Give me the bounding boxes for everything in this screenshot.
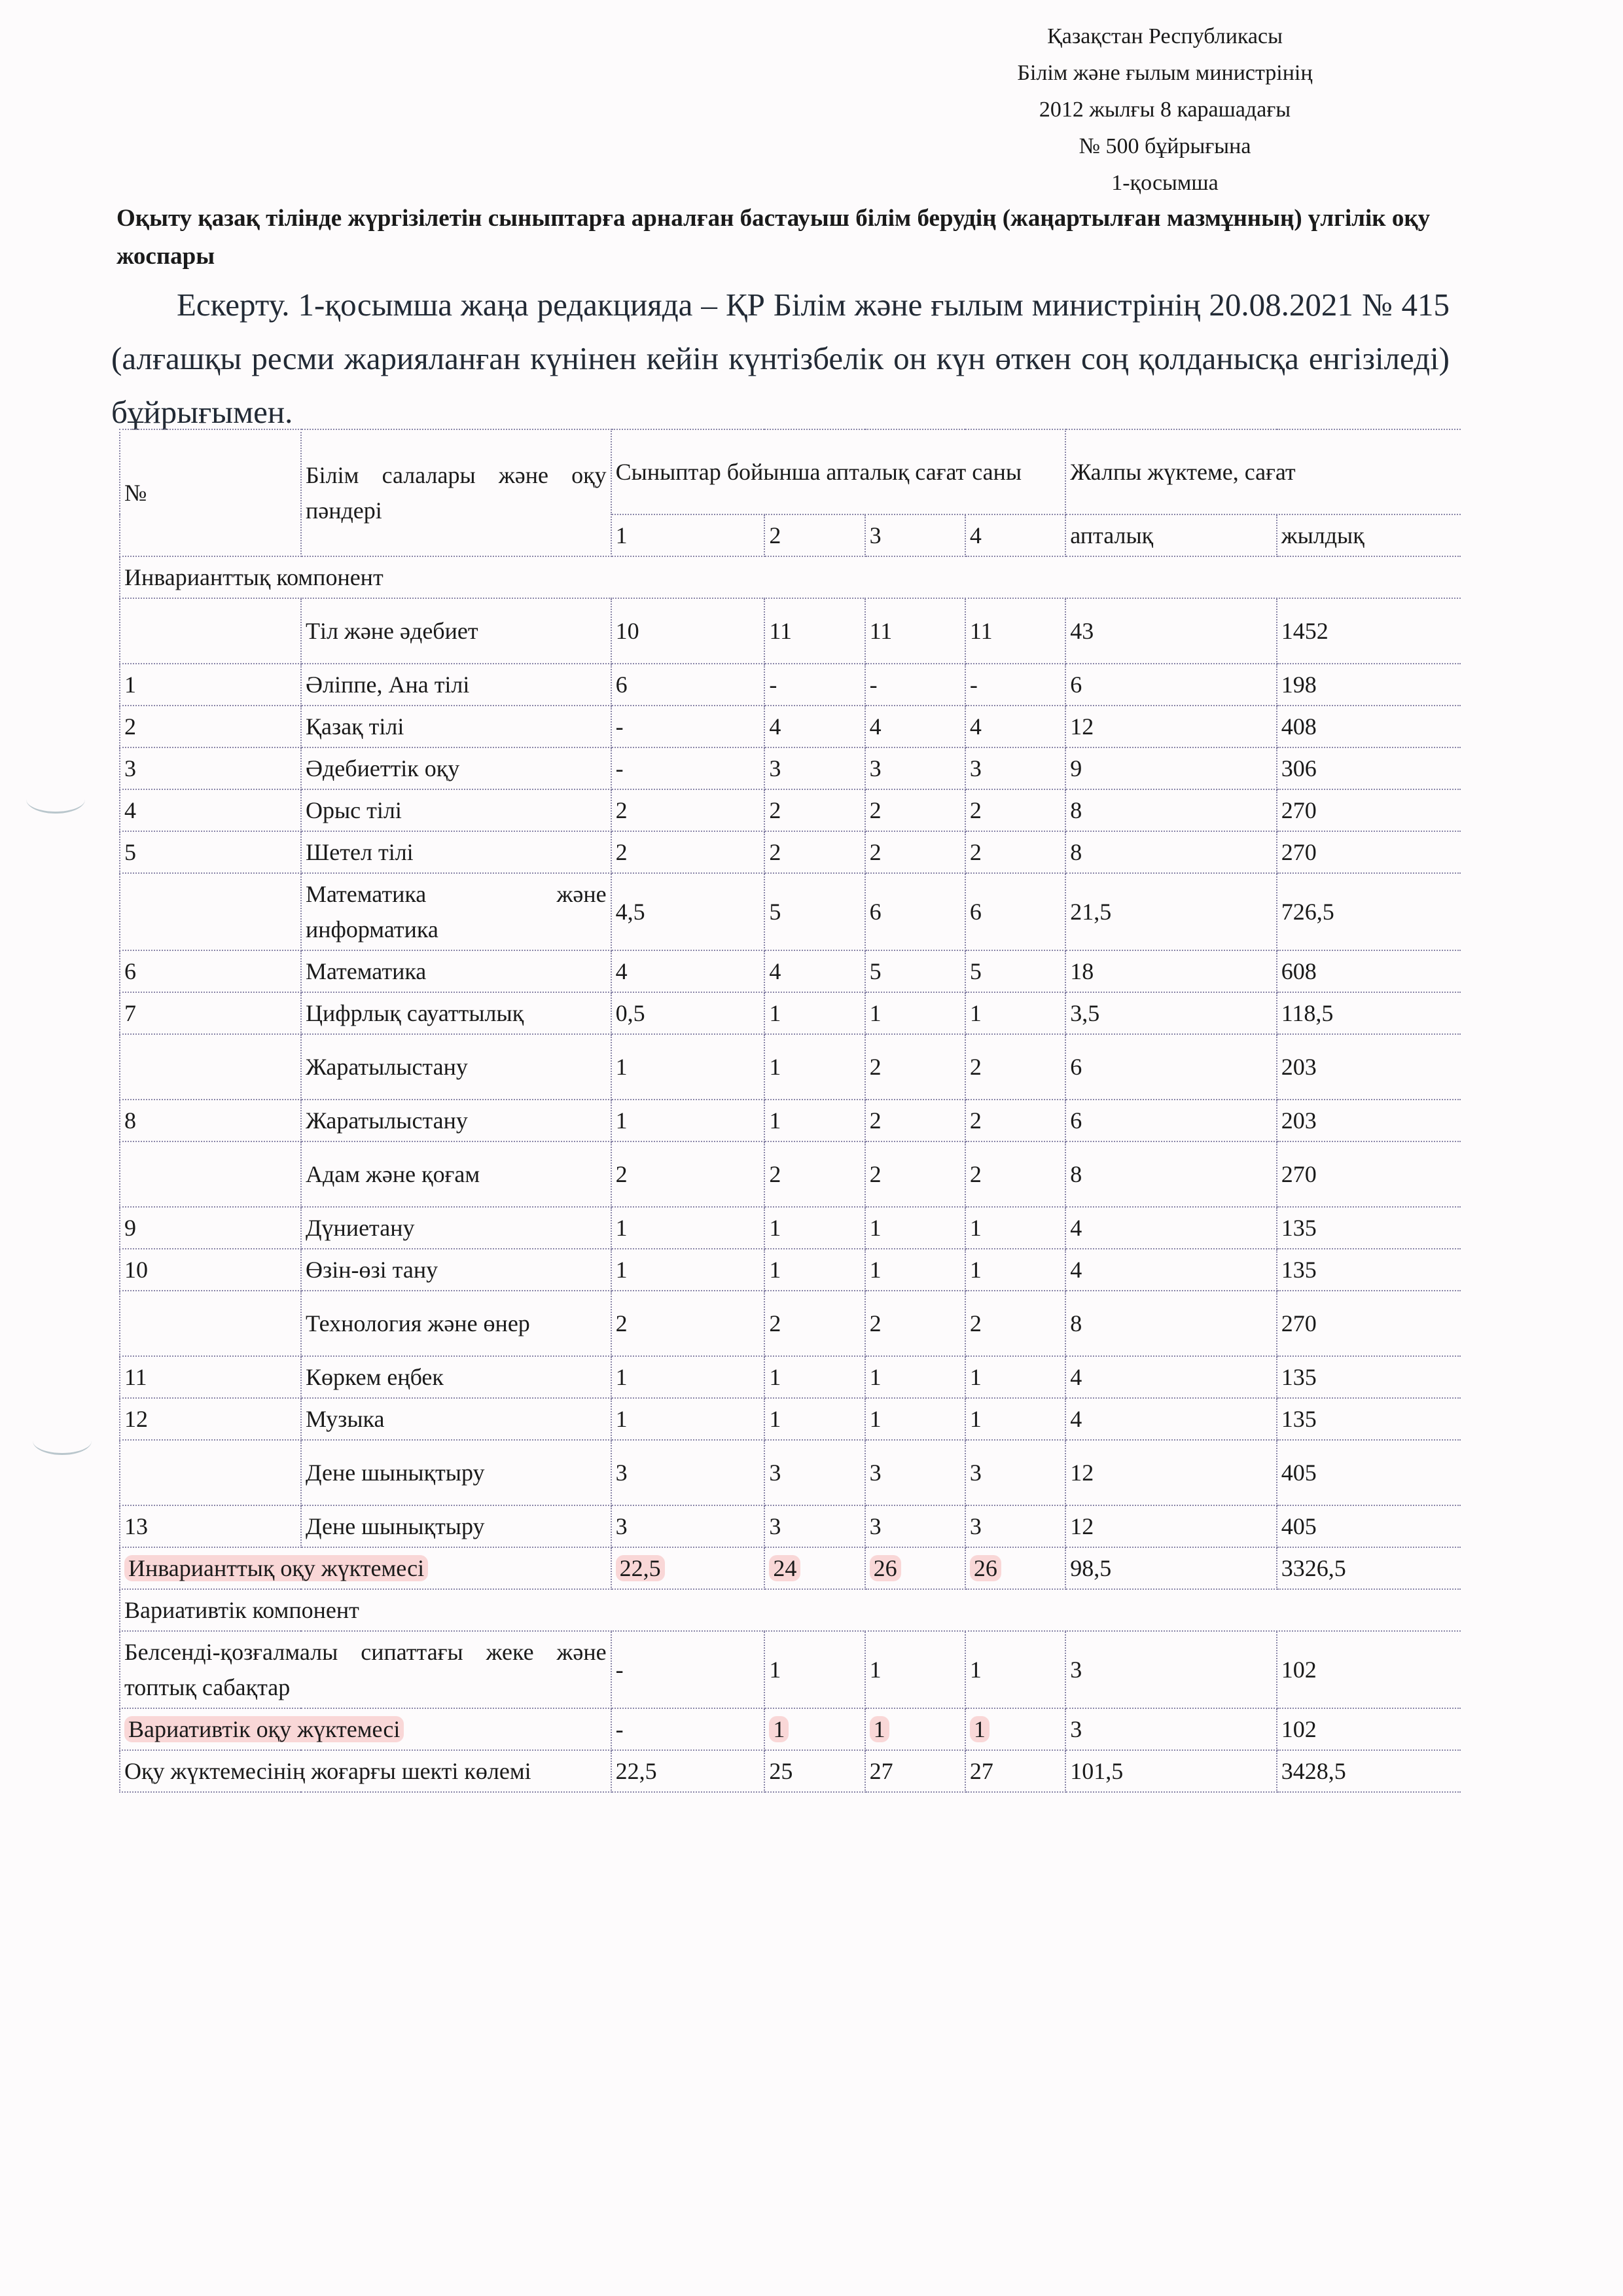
cell-yearly: 608 [1277,950,1461,992]
subject-area-row [120,1440,1461,1505]
cell-subject: Жаратылыстану [301,1034,611,1100]
cell-g2: 1 [764,1249,865,1291]
cell-g1: 1 [611,1207,765,1249]
subject-area-row [120,1034,1461,1100]
cell-subject: Математика және информатика [301,873,611,950]
max-total-row [120,1750,1461,1792]
cell-weekly: 4 [1065,1398,1276,1440]
punch-hole-icon [33,1427,92,1455]
cell-g1: 3 [611,1505,765,1547]
cell-g1: 1 [611,1034,765,1100]
cell-g1: 1 [611,1100,765,1141]
cell-g2: 1 [764,1034,865,1100]
subject-row [120,992,1461,1034]
cell-g3: 4 [865,706,965,747]
cell-g1: 1 [611,1356,765,1398]
cell-g3: 2 [865,1141,965,1207]
section-row-invariant [120,556,1461,598]
header-line: 2012 жылғы 8 карашадағы [1039,98,1291,122]
cell-g3: 2 [865,1291,965,1356]
subject-row [120,1356,1461,1398]
cell-weekly: 21,5 [1065,873,1276,950]
cell-g4: 1 [965,1631,1065,1708]
cell-g1: 2 [611,831,765,873]
header-block [982,18,1348,202]
note-text: Ескерту. 1-қосымша жаңа редакцияда – ҚР Білім және ғылым министрінің 20.08.2021 № 415 (алғашқы ресми жарияланған күнінен кейін күнтізбелік он күн өткен соң қолданысқа енгізіледі) бұйрығымен. [111,287,1450,430]
cell-g4: 4 [965,706,1065,747]
header-line: № 500 бұйрығына [1079,134,1251,158]
header-subject: Білім салалары және оқу пәндері [301,429,611,556]
cell-weekly: 6 [1065,1034,1276,1100]
cell-g4: 5 [965,950,1065,992]
cell-g1: 6 [611,664,765,706]
cell-g4: 1 [965,992,1065,1034]
cell-g3: 1 [865,1207,965,1249]
cell-weekly: 4 [1065,1207,1276,1249]
cell-g3: 2 [865,1034,965,1100]
cell-yearly: 102 [1277,1631,1461,1708]
cell-subject: Дене шынықтыру [301,1505,611,1547]
cell-g2: 1 [764,1356,865,1398]
cell-subject: Цифрлық сауаттылық [301,992,611,1034]
subject-row [120,1207,1461,1249]
cell-g2: 1 [764,992,865,1034]
cell-subject: Тіл және әдебиет [301,598,611,664]
cell-weekly: 12 [1065,706,1276,747]
cell-g3: 1 [865,1398,965,1440]
subject-area-row [120,1141,1461,1207]
header-grade-1: 1 [611,514,765,556]
cell-weekly: 8 [1065,831,1276,873]
subject-row [120,747,1461,789]
subject-row [120,1398,1461,1440]
cell-g2: 1 [764,1207,865,1249]
cell-yearly: 405 [1277,1505,1461,1547]
cell-g1: - [611,706,765,747]
cell-g3: - [865,664,965,706]
cell-no: 7 [120,992,301,1034]
header-total-group: Жалпы жүктеме, сағат [1065,429,1461,514]
cell-no: 11 [120,1356,301,1398]
cell-g4: 27 [965,1750,1065,1792]
cell-g2: - [764,664,865,706]
cell-subject: Музыка [301,1398,611,1440]
cell-weekly: 8 [1065,1141,1276,1207]
cell-g3: 2 [865,1100,965,1141]
cell-g1: - [611,1708,765,1750]
section-row-variative [120,1589,1461,1631]
cell-yearly: 135 [1277,1398,1461,1440]
cell-no [120,1141,301,1207]
cell-yearly: 726,5 [1277,873,1461,950]
cell-g1: - [611,747,765,789]
cell-g4: 2 [965,1100,1065,1141]
cell-yearly: 3326,5 [1277,1547,1461,1589]
cell-g4: 1 [965,1356,1065,1398]
punch-hole-icon [26,785,85,814]
cell-g4: 2 [965,1034,1065,1100]
cell-yearly: 135 [1277,1249,1461,1291]
document-title: Оқыту қазақ тілінде жүргізілетін сыныптарға арналған бастауыш білім берудің (жаңартылған мазмұнның) үлгілік оқу жоспары [116,205,1431,270]
cell-g3: 1 [870,1716,889,1742]
header-line: Білім және ғылым министрінің [1017,61,1313,85]
cell-g1: 22,5 [611,1750,765,1792]
cell-yearly: 102 [1277,1708,1461,1750]
cell-subject: Жаратылыстану [301,1100,611,1141]
cell-g1: 22,5 [616,1555,665,1581]
cell-no: 8 [120,1100,301,1141]
header-no: № [120,429,301,556]
cell-g2: 4 [764,706,865,747]
cell-no: 4 [120,789,301,831]
cell-g1: 3 [611,1440,765,1505]
cell-no [120,1291,301,1356]
cell-g1: 0,5 [611,992,765,1034]
section-label: Вариативтік компонент [120,1589,1461,1631]
subject-area-row [120,598,1461,664]
cell-weekly: 6 [1065,664,1276,706]
cell-g4: 26 [970,1555,1001,1581]
cell-weekly: 3 [1065,1631,1276,1708]
cell-g4: 1 [965,1398,1065,1440]
cell-g2: 3 [764,747,865,789]
cell-g4: 2 [965,789,1065,831]
cell-g4: 1 [970,1716,990,1742]
subject-row [120,1100,1461,1141]
cell-g1: 4,5 [611,873,765,950]
cell-no: 3 [120,747,301,789]
subject-area-row [120,873,1461,950]
subject-row [120,831,1461,873]
cell-weekly: 12 [1065,1440,1276,1505]
cell-subject: Белсенді-қозғалмалы сипаттағы жеке және топтық сабақтар [120,1631,611,1708]
cell-g1: 1 [611,1249,765,1291]
header-grade-2: 2 [764,514,865,556]
cell-yearly: 408 [1277,706,1461,747]
cell-g4: 11 [965,598,1065,664]
cell-g4: 2 [965,831,1065,873]
cell-g3: 3 [865,747,965,789]
cell-g4: 3 [965,1440,1065,1505]
cell-g3: 2 [865,789,965,831]
cell-g3: 3 [865,1505,965,1547]
cell-g2: 5 [764,873,865,950]
cell-g3: 1 [865,1631,965,1708]
cell-yearly: 203 [1277,1100,1461,1141]
cell-subject: Дүниетану [301,1207,611,1249]
cell-weekly: 3,5 [1065,992,1276,1034]
variative-row [120,1631,1461,1708]
cell-subject: Өзін-өзі тану [301,1249,611,1291]
cell-weekly: 4 [1065,1356,1276,1398]
variative-total-row [120,1708,1461,1750]
subject-area-row [120,1291,1461,1356]
cell-weekly: 98,5 [1065,1547,1276,1589]
subject-row [120,1505,1461,1547]
header-yearly: жылдық [1277,514,1461,556]
subject-row [120,706,1461,747]
cell-g2: 24 [769,1555,800,1581]
cell-weekly: 6 [1065,1100,1276,1141]
cell-no: 6 [120,950,301,992]
total-label: Инварианттық оқу жүктемесі [124,1555,428,1581]
cell-g2: 2 [764,1141,865,1207]
cell-g4: 6 [965,873,1065,950]
cell-no [120,1440,301,1505]
cell-subject: Орыс тілі [301,789,611,831]
cell-weekly: 8 [1065,1291,1276,1356]
cell-subject: Әліппе, Ана тілі [301,664,611,706]
cell-subject: Көркем еңбек [301,1356,611,1398]
cell-g3: 2 [865,831,965,873]
cell-no: 9 [120,1207,301,1249]
note-paragraph [111,278,1450,439]
cell-yearly: 306 [1277,747,1461,789]
table-header-row [120,429,1461,514]
cell-yearly: 1452 [1277,598,1461,664]
cell-subject: Шетел тілі [301,831,611,873]
cell-g4: 2 [965,1141,1065,1207]
cell-yearly: 270 [1277,1141,1461,1207]
cell-g3: 26 [870,1555,901,1581]
cell-g3: 1 [865,992,965,1034]
cell-weekly: 18 [1065,950,1276,992]
cell-g4: 3 [965,747,1065,789]
cell-g2: 2 [764,1291,865,1356]
cell-no [120,1034,301,1100]
cell-yearly: 135 [1277,1207,1461,1249]
cell-weekly: 3 [1065,1708,1276,1750]
cell-g4: 1 [965,1207,1065,1249]
cell-g3: 1 [865,1249,965,1291]
cell-g1: - [611,1631,765,1708]
cell-g2: 2 [764,831,865,873]
header-grades-group: Сыныптар бойынша апталық сағат саны [611,429,1066,514]
cell-g4: 1 [965,1249,1065,1291]
cell-weekly: 8 [1065,789,1276,831]
curriculum-table [119,429,1461,1793]
cell-yearly: 270 [1277,831,1461,873]
cell-yearly: 135 [1277,1356,1461,1398]
invariant-total-row [120,1547,1461,1589]
cell-g2: 1 [764,1398,865,1440]
cell-no: 12 [120,1398,301,1440]
cell-g2: 3 [764,1440,865,1505]
cell-weekly: 4 [1065,1249,1276,1291]
cell-g1: 2 [611,1291,765,1356]
cell-no: 2 [120,706,301,747]
cell-g3: 3 [865,1440,965,1505]
cell-g3: 5 [865,950,965,992]
cell-subject: Технология және өнер [301,1291,611,1356]
subject-row [120,789,1461,831]
header-grade-4: 4 [965,514,1065,556]
cell-yearly: 198 [1277,664,1461,706]
cell-g2: 1 [764,1100,865,1141]
total-label: Вариативтік оқу жүктемесі [124,1716,404,1742]
section-label: Инварианттық компонент [120,556,1461,598]
cell-g3: 6 [865,873,965,950]
cell-g2: 2 [764,789,865,831]
cell-g1: 1 [611,1398,765,1440]
total-label: Оқу жүктемесінің жоғарғы шекті көлемі [120,1750,611,1792]
cell-subject: Дене шынықтыру [301,1440,611,1505]
cell-yearly: 405 [1277,1440,1461,1505]
cell-g2: 4 [764,950,865,992]
header-line: Қазақстан Республикасы [1047,24,1283,48]
cell-g4: 2 [965,1291,1065,1356]
cell-yearly: 3428,5 [1277,1750,1461,1792]
cell-yearly: 270 [1277,1291,1461,1356]
cell-g2: 1 [769,1716,789,1742]
cell-no: 13 [120,1505,301,1547]
cell-g3: 27 [865,1750,965,1792]
cell-no: 1 [120,664,301,706]
cell-g3: 1 [865,1356,965,1398]
cell-g3: 11 [865,598,965,664]
cell-weekly: 43 [1065,598,1276,664]
cell-g4: - [965,664,1065,706]
cell-g1: 2 [611,1141,765,1207]
cell-no [120,873,301,950]
cell-g2: 11 [764,598,865,664]
subject-row [120,1249,1461,1291]
header-line: 1-қосымша [1111,171,1219,195]
cell-g2: 3 [764,1505,865,1547]
cell-weekly: 101,5 [1065,1750,1276,1792]
cell-weekly: 9 [1065,747,1276,789]
cell-yearly: 203 [1277,1034,1461,1100]
header-grade-3: 3 [865,514,965,556]
cell-g1: 10 [611,598,765,664]
cell-subject: Адам және қоғам [301,1141,611,1207]
cell-no: 10 [120,1249,301,1291]
cell-subject: Әдебиеттік оқу [301,747,611,789]
cell-no [120,598,301,664]
cell-weekly: 12 [1065,1505,1276,1547]
cell-g1: 4 [611,950,765,992]
cell-g2: 25 [764,1750,865,1792]
subject-row [120,664,1461,706]
cell-subject: Математика [301,950,611,992]
cell-yearly: 118,5 [1277,992,1461,1034]
header-weekly: апталық [1065,514,1276,556]
cell-yearly: 270 [1277,789,1461,831]
subject-row [120,950,1461,992]
cell-g2: 1 [764,1631,865,1708]
cell-g1: 2 [611,789,765,831]
cell-g4: 3 [965,1505,1065,1547]
cell-no: 5 [120,831,301,873]
cell-subject: Қазақ тілі [301,706,611,747]
